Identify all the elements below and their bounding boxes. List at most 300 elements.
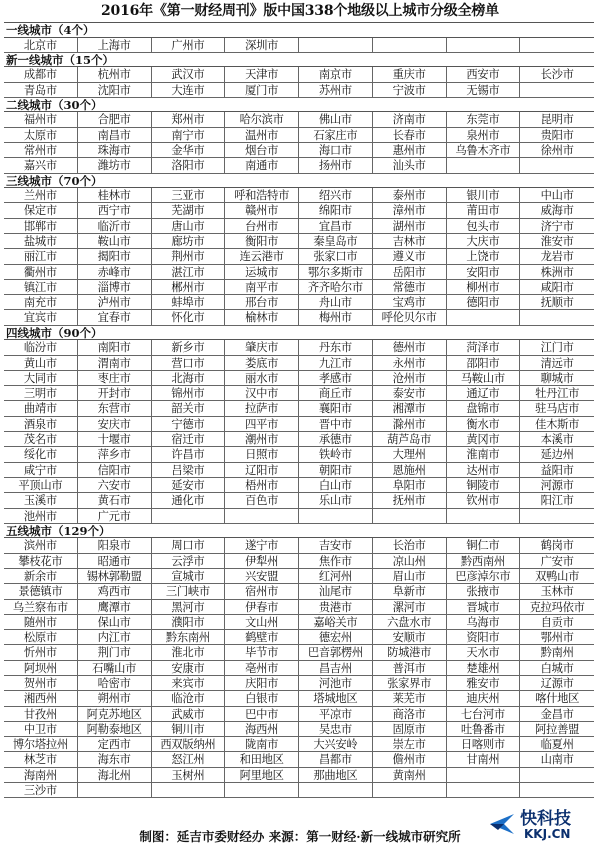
table-row — [4, 615, 594, 630]
city-cell: 陇南市 — [225, 737, 299, 751]
city-cell: 重庆市 — [373, 67, 447, 81]
city-cell — [520, 783, 594, 797]
city-cell: 沧州市 — [373, 371, 447, 385]
city-cell: 海西州 — [225, 722, 299, 736]
city-cell: 滁州市 — [373, 417, 447, 431]
city-cell: 黑河市 — [152, 600, 226, 614]
footer-credit: 制图：延吉市委财经办 来源：第一财经·新一线城市研究所 — [139, 829, 461, 844]
city-cell: 苏州市 — [299, 83, 373, 97]
city-cell: 晋中市 — [299, 417, 373, 431]
city-cell: 淄博市 — [78, 280, 152, 294]
city-cell: 绵阳市 — [299, 203, 373, 217]
city-cell: 莱芜市 — [373, 691, 447, 705]
city-cell: 安庆市 — [78, 417, 152, 431]
city-cell: 内江市 — [78, 630, 152, 644]
table-row — [4, 188, 594, 203]
city-cell: 河池市 — [299, 676, 373, 690]
table-row — [4, 38, 594, 53]
table-row — [4, 356, 594, 371]
table-row — [4, 737, 594, 752]
city-cell: 红河州 — [299, 569, 373, 583]
table-row — [4, 630, 594, 645]
city-cell: 张家口市 — [299, 249, 373, 263]
city-cell: 芜湖市 — [152, 203, 226, 217]
city-cell: 辽阳市 — [225, 463, 299, 477]
city-cell: 六盘水市 — [373, 615, 447, 629]
city-cell: 铜陵市 — [447, 478, 521, 492]
city-cell — [373, 783, 447, 797]
kkj-logo-icon — [486, 808, 518, 840]
city-cell: 大连市 — [152, 83, 226, 97]
table-row — [4, 417, 594, 432]
city-cell: 阜新市 — [373, 584, 447, 598]
city-cell: 伊春市 — [225, 600, 299, 614]
watermark — [484, 802, 596, 846]
city-cell: 宿州市 — [225, 584, 299, 598]
city-cell: 榆林市 — [225, 310, 299, 324]
city-cell: 常德市 — [373, 280, 447, 294]
table-row — [4, 447, 594, 462]
city-cell: 张掖市 — [447, 584, 521, 598]
city-cell: 扬州市 — [299, 158, 373, 172]
table-row — [4, 569, 594, 584]
city-cell: 平凉市 — [299, 707, 373, 721]
city-cell: 随州市 — [4, 615, 78, 629]
city-cell: 黄山市 — [4, 356, 78, 370]
city-cell: 葫芦岛市 — [373, 432, 447, 446]
city-cell: 凉山州 — [373, 554, 447, 568]
city-cell: 定西市 — [78, 737, 152, 751]
table-row — [4, 249, 594, 264]
table-row — [4, 691, 594, 706]
city-cell: 安阳市 — [447, 265, 521, 279]
city-cell — [447, 783, 521, 797]
city-cell: 东营市 — [78, 401, 152, 415]
city-cell: 宁德市 — [152, 417, 226, 431]
city-cell: 郴州市 — [152, 280, 226, 294]
city-cell: 牡丹江市 — [535, 387, 580, 401]
city-cell: 邢台市 — [225, 295, 299, 309]
city-cell: 白山市 — [299, 478, 373, 492]
city-cell: 儋州市 — [373, 752, 447, 766]
city-cell: 达州市 — [447, 463, 521, 477]
city-cell: 邯郸市 — [4, 219, 78, 233]
city-cell: 德阳市 — [447, 295, 521, 309]
city-cell: 南阳市 — [78, 340, 152, 354]
city-cell: 唐山市 — [152, 219, 226, 233]
city-cell: 怀化市 — [152, 310, 226, 324]
city-cell: 长春市 — [373, 128, 447, 142]
city-cell: 温州市 — [225, 128, 299, 142]
table-row — [4, 234, 594, 249]
city-cell: 九江市 — [299, 356, 373, 370]
city-cell — [447, 158, 521, 172]
city-cell: 海南州 — [4, 768, 78, 782]
city-cell: 鹤岗市 — [540, 539, 574, 553]
city-cell: 佛山市 — [299, 112, 373, 126]
city-cell: 昭通市 — [78, 554, 152, 568]
city-cell: 新乡市 — [152, 340, 226, 354]
table-row — [4, 295, 594, 310]
city-cell: 太原市 — [4, 128, 78, 142]
city-cell: 白城市 — [540, 661, 574, 675]
city-cell: 锡林郭勒盟 — [78, 569, 152, 583]
city-cell: 阿里地区 — [225, 768, 299, 782]
table-row — [4, 432, 594, 447]
city-cell: 张家界市 — [373, 676, 447, 690]
city-cell: 巴彦淖尔市 — [447, 569, 521, 583]
city-cell: 荆门市 — [78, 645, 152, 659]
city-cell: 博尔塔拉州 — [4, 737, 78, 751]
table-row — [4, 143, 594, 158]
city-cell: 云浮市 — [152, 554, 226, 568]
city-cell: 汉中市 — [225, 386, 299, 400]
city-cell: 德宏州 — [299, 630, 373, 644]
city-cell: 三沙市 — [4, 783, 78, 797]
city-cell: 广州市 — [152, 38, 226, 52]
city-cell: 阿勒泰地区 — [78, 722, 152, 736]
city-cell: 龙岩市 — [540, 250, 574, 264]
city-cell: 黄冈市 — [447, 432, 521, 446]
city-cell: 延安市 — [152, 478, 226, 492]
city-cell — [373, 38, 447, 52]
city-cell: 玉林市 — [540, 585, 574, 599]
city-cell: 渭南市 — [78, 356, 152, 370]
city-cell: 濮阳市 — [152, 615, 226, 629]
city-cell: 固原市 — [373, 722, 447, 736]
table-row — [4, 310, 594, 325]
city-cell: 鄂尔多斯市 — [299, 265, 373, 279]
city-cell: 大同市 — [4, 371, 78, 385]
city-cell: 淮北市 — [152, 645, 226, 659]
city-cell — [225, 783, 299, 797]
city-cell: 南平市 — [225, 280, 299, 294]
tier-header: 四线城市（90个） — [4, 326, 594, 341]
table-row — [4, 401, 594, 416]
city-cell: 衡阳市 — [225, 234, 299, 248]
city-cell — [299, 783, 373, 797]
city-cell: 景德镇市 — [4, 584, 78, 598]
city-cell: 丽水市 — [225, 371, 299, 385]
city-cell: 徐州市 — [540, 143, 574, 157]
table-row — [4, 265, 594, 280]
city-cell: 朔州市 — [78, 691, 152, 705]
city-cell: 吐鲁番市 — [447, 722, 521, 736]
city-cell: 吉安市 — [299, 538, 373, 552]
city-cell: 马鞍山市 — [447, 371, 521, 385]
city-cell: 晋城市 — [447, 600, 521, 614]
city-cell — [447, 768, 521, 782]
city-cell: 南昌市 — [78, 128, 152, 142]
city-cell: 抚顺市 — [540, 296, 574, 310]
city-cell: 乌海市 — [447, 615, 521, 629]
city-cell: 三明市 — [4, 386, 78, 400]
watermark-name: 快科技 — [520, 809, 571, 829]
city-cell: 贺州市 — [4, 676, 78, 690]
city-cell: 昌吉州 — [299, 661, 373, 675]
city-cell: 广元市 — [78, 509, 152, 523]
city-cell: 呼伦贝尔市 — [373, 310, 447, 324]
table-row — [4, 722, 594, 737]
city-cell: 上饶市 — [447, 249, 521, 263]
city-cell: 珠海市 — [78, 143, 152, 157]
city-cell: 楚雄州 — [447, 661, 521, 675]
city-cell: 锦州市 — [152, 386, 226, 400]
city-cell: 兰州市 — [4, 188, 78, 202]
city-cell: 六安市 — [78, 478, 152, 492]
city-cell: 常州市 — [4, 143, 78, 157]
city-cell: 怒江州 — [152, 752, 226, 766]
city-cell: 鸡西市 — [78, 584, 152, 598]
table-row — [4, 83, 594, 98]
city-cell: 杭州市 — [78, 67, 152, 81]
city-cell: 肇庆市 — [225, 340, 299, 354]
city-cell: 双鸭山市 — [535, 569, 580, 583]
city-cell: 迪庆州 — [447, 691, 521, 705]
city-cell: 嘉兴市 — [4, 158, 78, 172]
city-cell: 日喀则市 — [447, 737, 521, 751]
city-cell: 安康市 — [152, 661, 226, 675]
table-row — [4, 538, 594, 553]
city-cell — [520, 83, 594, 97]
table-row — [4, 676, 594, 691]
city-cell: 岳阳市 — [373, 265, 447, 279]
city-cell: 东莞市 — [447, 112, 521, 126]
city-cell: 合肥市 — [78, 112, 152, 126]
city-cell: 克拉玛依市 — [529, 600, 585, 614]
city-cell — [152, 783, 226, 797]
city-cell: 武汉市 — [152, 67, 226, 81]
city-cell: 洛阳市 — [152, 158, 226, 172]
city-cell: 海东市 — [78, 752, 152, 766]
city-cell: 枣庄市 — [78, 371, 152, 385]
city-cell: 酒泉市 — [4, 417, 78, 431]
city-cell: 南充市 — [4, 295, 78, 309]
table-row — [4, 600, 594, 615]
city-cell: 临夏州 — [540, 738, 574, 752]
table-row — [4, 203, 594, 218]
city-cell: 聊城市 — [540, 371, 574, 385]
city-cell: 哈密市 — [78, 676, 152, 690]
city-cell: 泰州市 — [373, 188, 447, 202]
city-cell: 遂宁市 — [225, 538, 299, 552]
city-cell: 乌鲁木齐市 — [447, 143, 521, 157]
city-cell: 长治市 — [373, 538, 447, 552]
table-row — [4, 67, 594, 82]
city-cell: 玉溪市 — [4, 493, 78, 507]
city-cell: 宝鸡市 — [373, 295, 447, 309]
city-cell: 曲靖市 — [4, 401, 78, 415]
city-cell: 大庆市 — [447, 234, 521, 248]
city-cell: 厦门市 — [225, 83, 299, 97]
city-cell: 保山市 — [78, 615, 152, 629]
city-cell: 抚州市 — [373, 493, 447, 507]
city-cell: 南京市 — [299, 67, 373, 81]
city-cell: 忻州市 — [4, 645, 78, 659]
table-row — [4, 340, 594, 355]
city-cell: 运城市 — [225, 265, 299, 279]
city-cell: 上海市 — [78, 38, 152, 52]
city-cell: 宁波市 — [373, 83, 447, 97]
city-cell: 驻马店市 — [535, 402, 580, 416]
city-cell: 丹东市 — [299, 340, 373, 354]
city-cell — [373, 509, 447, 523]
page-title: 2016年《第一财经周刊》版中国338个地级以上城市分级全榜单 — [101, 3, 499, 19]
city-cell: 咸宁市 — [4, 463, 78, 477]
city-cell: 铜川市 — [152, 722, 226, 736]
city-cell: 普洱市 — [373, 661, 447, 675]
city-cell: 延边州 — [540, 448, 574, 462]
city-cell: 昌都市 — [299, 752, 373, 766]
city-cell: 湘西州 — [4, 691, 78, 705]
city-cell: 金华市 — [152, 143, 226, 157]
city-cell: 商丘市 — [299, 386, 373, 400]
city-cell: 长沙市 — [540, 68, 574, 82]
city-cell: 桂林市 — [78, 188, 152, 202]
city-cell: 松原市 — [4, 630, 78, 644]
city-cell: 阳江市 — [540, 494, 574, 508]
city-cell: 齐齐哈尔市 — [299, 280, 373, 294]
city-cell: 和田地区 — [225, 752, 299, 766]
city-cell: 西宁市 — [78, 203, 152, 217]
city-cell: 汕尾市 — [299, 584, 373, 598]
city-cell: 吕梁市 — [152, 463, 226, 477]
city-cell: 营口市 — [152, 356, 226, 370]
city-cell: 开封市 — [78, 386, 152, 400]
city-cell: 丽江市 — [4, 249, 78, 263]
city-cell: 石嘴山市 — [78, 661, 152, 675]
city-cell: 江门市 — [540, 341, 574, 355]
city-cell: 西安市 — [447, 67, 521, 81]
city-cell: 大兴安岭 — [299, 737, 373, 751]
city-cell: 银川市 — [447, 188, 521, 202]
city-cell: 宜宾市 — [4, 310, 78, 324]
city-cell: 自贡市 — [540, 615, 574, 629]
city-cell: 南通市 — [225, 158, 299, 172]
city-cell: 滨州市 — [4, 538, 78, 552]
city-cell: 清远市 — [540, 356, 574, 370]
city-cell: 兴安盟 — [225, 569, 299, 583]
city-cell: 防城港市 — [373, 645, 447, 659]
city-cell: 泉州市 — [447, 128, 521, 142]
city-cell: 梧州市 — [225, 478, 299, 492]
city-cell: 眉山市 — [373, 569, 447, 583]
city-cell: 台州市 — [225, 219, 299, 233]
city-cell: 崇左市 — [373, 737, 447, 751]
city-cell: 盘锦市 — [447, 401, 521, 415]
city-cell: 天津市 — [225, 67, 299, 81]
city-cell: 安顺市 — [373, 630, 447, 644]
city-cell: 湛江市 — [152, 265, 226, 279]
city-cell: 呼和浩特市 — [225, 188, 299, 202]
city-cell: 连云港市 — [225, 249, 299, 263]
city-cell: 宜昌市 — [299, 219, 373, 233]
city-cell: 益阳市 — [540, 463, 574, 477]
city-cell: 日照市 — [225, 447, 299, 461]
city-cell: 大理州 — [373, 447, 447, 461]
city-cell: 恩施州 — [373, 463, 447, 477]
city-cell: 本溪市 — [540, 433, 574, 447]
city-cell: 河源市 — [540, 478, 574, 492]
table-row — [4, 478, 594, 493]
city-cell: 阿克苏地区 — [78, 707, 152, 721]
city-cell: 潮州市 — [225, 432, 299, 446]
city-cell: 韶关市 — [152, 401, 226, 415]
tier-header: 一线城市（4个） — [4, 23, 594, 38]
city-tier-table — [4, 22, 594, 798]
city-cell: 德州市 — [373, 340, 447, 354]
city-cell: 临沧市 — [152, 691, 226, 705]
city-cell: 镇江市 — [4, 280, 78, 294]
city-cell: 甘孜州 — [4, 707, 78, 721]
table-row — [4, 752, 594, 767]
city-cell: 赣州市 — [225, 203, 299, 217]
city-cell: 四平市 — [225, 417, 299, 431]
city-cell: 永州市 — [373, 356, 447, 370]
city-cell: 梅州市 — [299, 310, 373, 324]
table-row — [4, 219, 594, 234]
city-cell: 潍坊市 — [78, 158, 152, 172]
city-cell: 七台河市 — [447, 707, 521, 721]
city-cell: 黔西南州 — [447, 554, 521, 568]
city-cell — [520, 158, 594, 172]
city-cell: 毕节市 — [225, 645, 299, 659]
city-cell: 三亚市 — [152, 188, 226, 202]
city-cell: 哈尔滨市 — [225, 112, 299, 126]
city-cell: 海口市 — [299, 143, 373, 157]
city-cell: 衢州市 — [4, 265, 78, 279]
city-cell: 信阳市 — [78, 463, 152, 477]
city-cell: 金昌市 — [540, 707, 574, 721]
city-cell: 佳木斯市 — [535, 417, 580, 431]
city-cell: 舟山市 — [299, 295, 373, 309]
city-cell: 绍兴市 — [299, 188, 373, 202]
city-cell: 商洛市 — [373, 707, 447, 721]
city-cell: 乌兰察布市 — [4, 600, 78, 614]
city-cell: 淮安市 — [540, 234, 574, 248]
city-cell: 海北州 — [78, 768, 152, 782]
city-cell: 遵义市 — [373, 249, 447, 263]
city-cell: 宿迁市 — [152, 432, 226, 446]
table-row — [4, 707, 594, 722]
city-cell: 伊犁州 — [225, 554, 299, 568]
table-row — [4, 493, 594, 508]
city-cell: 漳州市 — [373, 203, 447, 217]
city-cell: 沈阳市 — [78, 83, 152, 97]
city-cell: 平顶山市 — [4, 478, 78, 492]
city-cell: 石家庄市 — [299, 128, 373, 142]
table-row — [4, 158, 594, 173]
city-cell: 泰安市 — [373, 386, 447, 400]
city-cell: 宜春市 — [78, 310, 152, 324]
city-cell: 天水市 — [447, 645, 521, 659]
city-cell: 漯河市 — [373, 600, 447, 614]
city-cell: 萍乡市 — [78, 447, 152, 461]
city-cell: 湘潭市 — [373, 401, 447, 415]
city-cell: 郑州市 — [152, 112, 226, 126]
city-cell: 菏泽市 — [447, 340, 521, 354]
city-cell: 威海市 — [540, 204, 574, 218]
city-cell: 黔南州 — [540, 646, 574, 660]
city-cell: 黄南州 — [373, 768, 447, 782]
city-cell: 宣城市 — [152, 569, 226, 583]
city-cell: 黔东南州 — [152, 630, 226, 644]
city-cell: 黄石市 — [78, 493, 152, 507]
city-cell: 广安市 — [540, 554, 574, 568]
city-cell: 荆州市 — [152, 249, 226, 263]
city-cell: 甘南州 — [447, 752, 521, 766]
table-row — [4, 661, 594, 676]
